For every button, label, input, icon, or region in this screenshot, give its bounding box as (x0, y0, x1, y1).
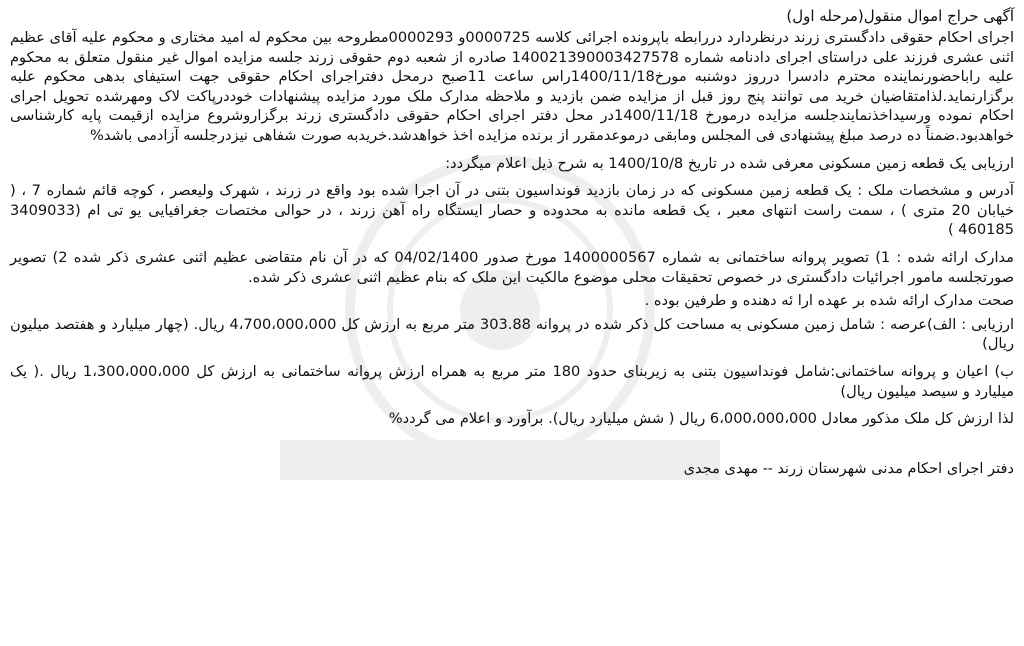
property-address: آدرس و مشخصات ملک : یک قطعه زمین مسکونی که در زمان بازدید فونداسیون بتنی در آن اجرا شده بود واقع در زرند ، شهرک ولیعصر ، کوچه قائم شماره 7 ، ( خیابان 20 متری ) ، سمت راست انتهای معبر ، یک قطعه مانده به محدوده و حصار ایستگاه راه آهن زرند ، در حوالی مختصات جغرافیایی یو تی ام (3409033 460185 ) (10, 182, 1014, 239)
documents-validity: صحت مدارک ارائه شده بر عهده ارا ئه دهنده و طرفین بوده . (644, 292, 1014, 310)
notice-intro-paragraph: اجرای احکام حقوقی دادگستری زرند درنظردارد دررابطه باپرونده اجرائی کلاسه 0000725و 0000293مطروحه بین محکوم له امید مختاری و محکوم علیه آقای عظیم اثنی عشری فرزند علی دراستای اجرای دادنامه شماره 140021390003427578 صادره از شعبه دوم حقوقی زرند جلسه مزایده اموال غیر منقول متعلق به محکوم علیه رابا‌حضورنماینده محترم دادسرا درروز دوشنبه مورخ1400/11/18راس ساعت 11صبح درمحل دفتراجرای احکام حقوقی جهت استیفای بدهی محکوم علیه برگزارنماید.لذامتقاضیان خرید می توانند پنج روز قبل از مزایده ضمن بازدید و ملاحظه مدارک ملک مورد مزایده پیشنهادات خوددرپاکت لاک ومهرشده تحویل اجرای احکام نموده ورسیداخذنمایندجلسه مزایده درمورخ 1400/11/18در محل دفتر اجرای احکام حقوقی دادگستری زرند برگزاروشروع مزایده ازقیمت پایه کارشناسی خواهدبود.ضمناً ده درصد مبلغ پیشنهادی فی المجلس ومابقی درموعدمقرر از برنده مزایده اخذ خواهدشد.خریدبه صورت شفاهی نیزدرجلسه آزادمی باشد% (10, 29, 1015, 144)
signature-line (10, 459, 1014, 479)
notice-title: آگهی حراج اموال منقول(مرحله اول) (786, 7, 1014, 25)
signature-text: دفتر اجرای احکام مدنی شهرستان زرند -- مهدی مجدی (683, 459, 1014, 477)
evaluation-land: ارزیابی : الف)عرصه : شامل زمین مسکونی به مساحت کل ذکر شده در پروانه 303.88 متر مربع به ارزش کل 4،700،000،000 ریال. (چهار میلیارد و هفتصد میلیون ریال) (10, 315, 1014, 353)
evaluation-building: ب) اعیان و پروانه ساختمانی:شامل فونداسیون بتنی به زیربنای حدود 180 متر مربع به همراه ارزش پروانه ساختمانی به ارزش کل 1،300،000،000 ریال .( یک میلیارد و سیصد میلیون ریال) (10, 362, 1014, 400)
evaluation-intro: ارزیابی یک قطعه زمین مسکونی معرفی شده در تاریخ 1400/10/8 به شرح ذیل اعلام میگردد: (445, 154, 1014, 172)
submitted-documents: مدارک ارائه شده : 1) تصویر پروانه ساختمانی به شماره 1400000567 مورخ صدور 04/02/1400 که در آن نام متقاضی عظیم اثنی عشری ذکر شده 2) تصویر صورتجلسه مامور اجرائیات دادگستری در خصوص تحقیقات محلی موضوع مالکیت این ملک که بنام عظیم اثنی عشری ذکر شده. (10, 248, 1014, 286)
total-value: لذا ارزش کل ملک مذکور معادل 6،000،000،000 ریال ( شش میلیارد ریال). برآورد و اعلام می گردد% (388, 410, 1014, 428)
